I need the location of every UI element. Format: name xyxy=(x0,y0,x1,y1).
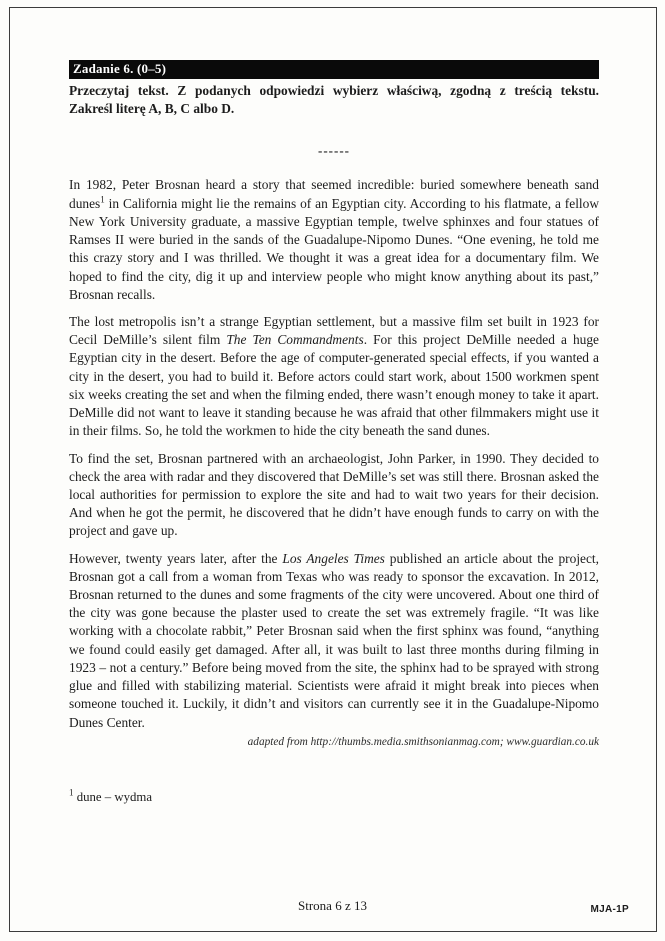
page-number: Strona 6 z 13 xyxy=(298,898,367,913)
source-attribution: adapted from http://thumbs.media.smithsonianmag.com; www.guardian.co.uk xyxy=(247,735,599,748)
task-instructions-line-1: Przeczytaj tekst. Z podanych odpowiedzi wybierz właściwą, zgodną z treścią tekstu. xyxy=(69,83,599,98)
paragraph: However, twenty years later, after the Los Angeles Times published an article about the project, Brosnan got a call from a woman from Texas who was ready to sponsor the excavation. In 2012, Brosnan returned to the dunes and some fragments of the city were uncovered. About one third of the city was gone because the plaster used to create the set was extremely fragile. “It was like working with a chocolate rabbit,” Peter Brosnan said when the first sphinx was found, “anything we found could easily get damaged. After all, it was built to last three months during filming in 1923 – not a century.” Before being moved from the site, the sphinx had to be sprayed with strong glue and filled with stabilizing material. Scientists were afraid it might break into pieces when someone touched it. Luckily, it didn’t and visitors can currently see it in the Guadalupe-Nipomo Dunes Center. xyxy=(69,550,600,730)
exam-code: MJA-1P xyxy=(590,904,629,915)
reading-text xyxy=(69,176,599,804)
task-instructions xyxy=(69,82,599,118)
task-header-bar: Zadanie 6. (0–5) xyxy=(69,60,599,79)
paragraph: In 1982, Peter Brosnan heard a story that seemed incredible: buried somewhere beneath sand dunes$^1$ in California might lie the remains of an Egyptian city. According to his flatmate, a fellow New York University graduate, a massive Egyptian temple, twelve sphinxes and four statues of Ramses II were buried in the sands of the Guadalupe-Nipomo Dunes. “One evening, he told me this crazy story and I was thrilled. We thought it was a great idea for a documentary film. We hoped to find the city, dig it up and interview people who might know anything about its past,” Brosnan recalls. xyxy=(69,177,599,302)
footnote: $^1$ dune – wydma xyxy=(69,787,153,804)
paragraph: To find the set, Brosnan partnered with an archaeologist, John Parker, in 1990. They decided to check the area with radar and they discovered that DeMille’s set was still there. Brosnan asked the local authorities for permission to explore the site and had to wait two years for their decision. And when he got the permit, he discovered that he didn’t have enough funds to carry on with the project and gave up. xyxy=(69,450,599,539)
page-content xyxy=(69,60,599,805)
task-instructions-line-2: Zakreśl literę A, B, C albo D. xyxy=(69,101,235,117)
paragraph: The lost metropolis isn’t a strange Egyptian settlement, but a massive film set built in 1923 for Cecil DeMille’s silent film The Ten Commandments. For this project DeMille needed a huge Egyptian city in the desert. Before the age of computer-generated special effects, if you wanted a city in the desert, you had to build it. Before actors could start work, about 1500 workmen spent six weeks creating the set and when the filming ended, there wasn’t enough money to take it apart. DeMille did not want to leave it standing because he was afraid that other filmmakers might use it in their films. So, he told the workmen to hide the city beneath the sand dunes. xyxy=(69,313,600,439)
text-separator: ------ xyxy=(318,143,350,159)
